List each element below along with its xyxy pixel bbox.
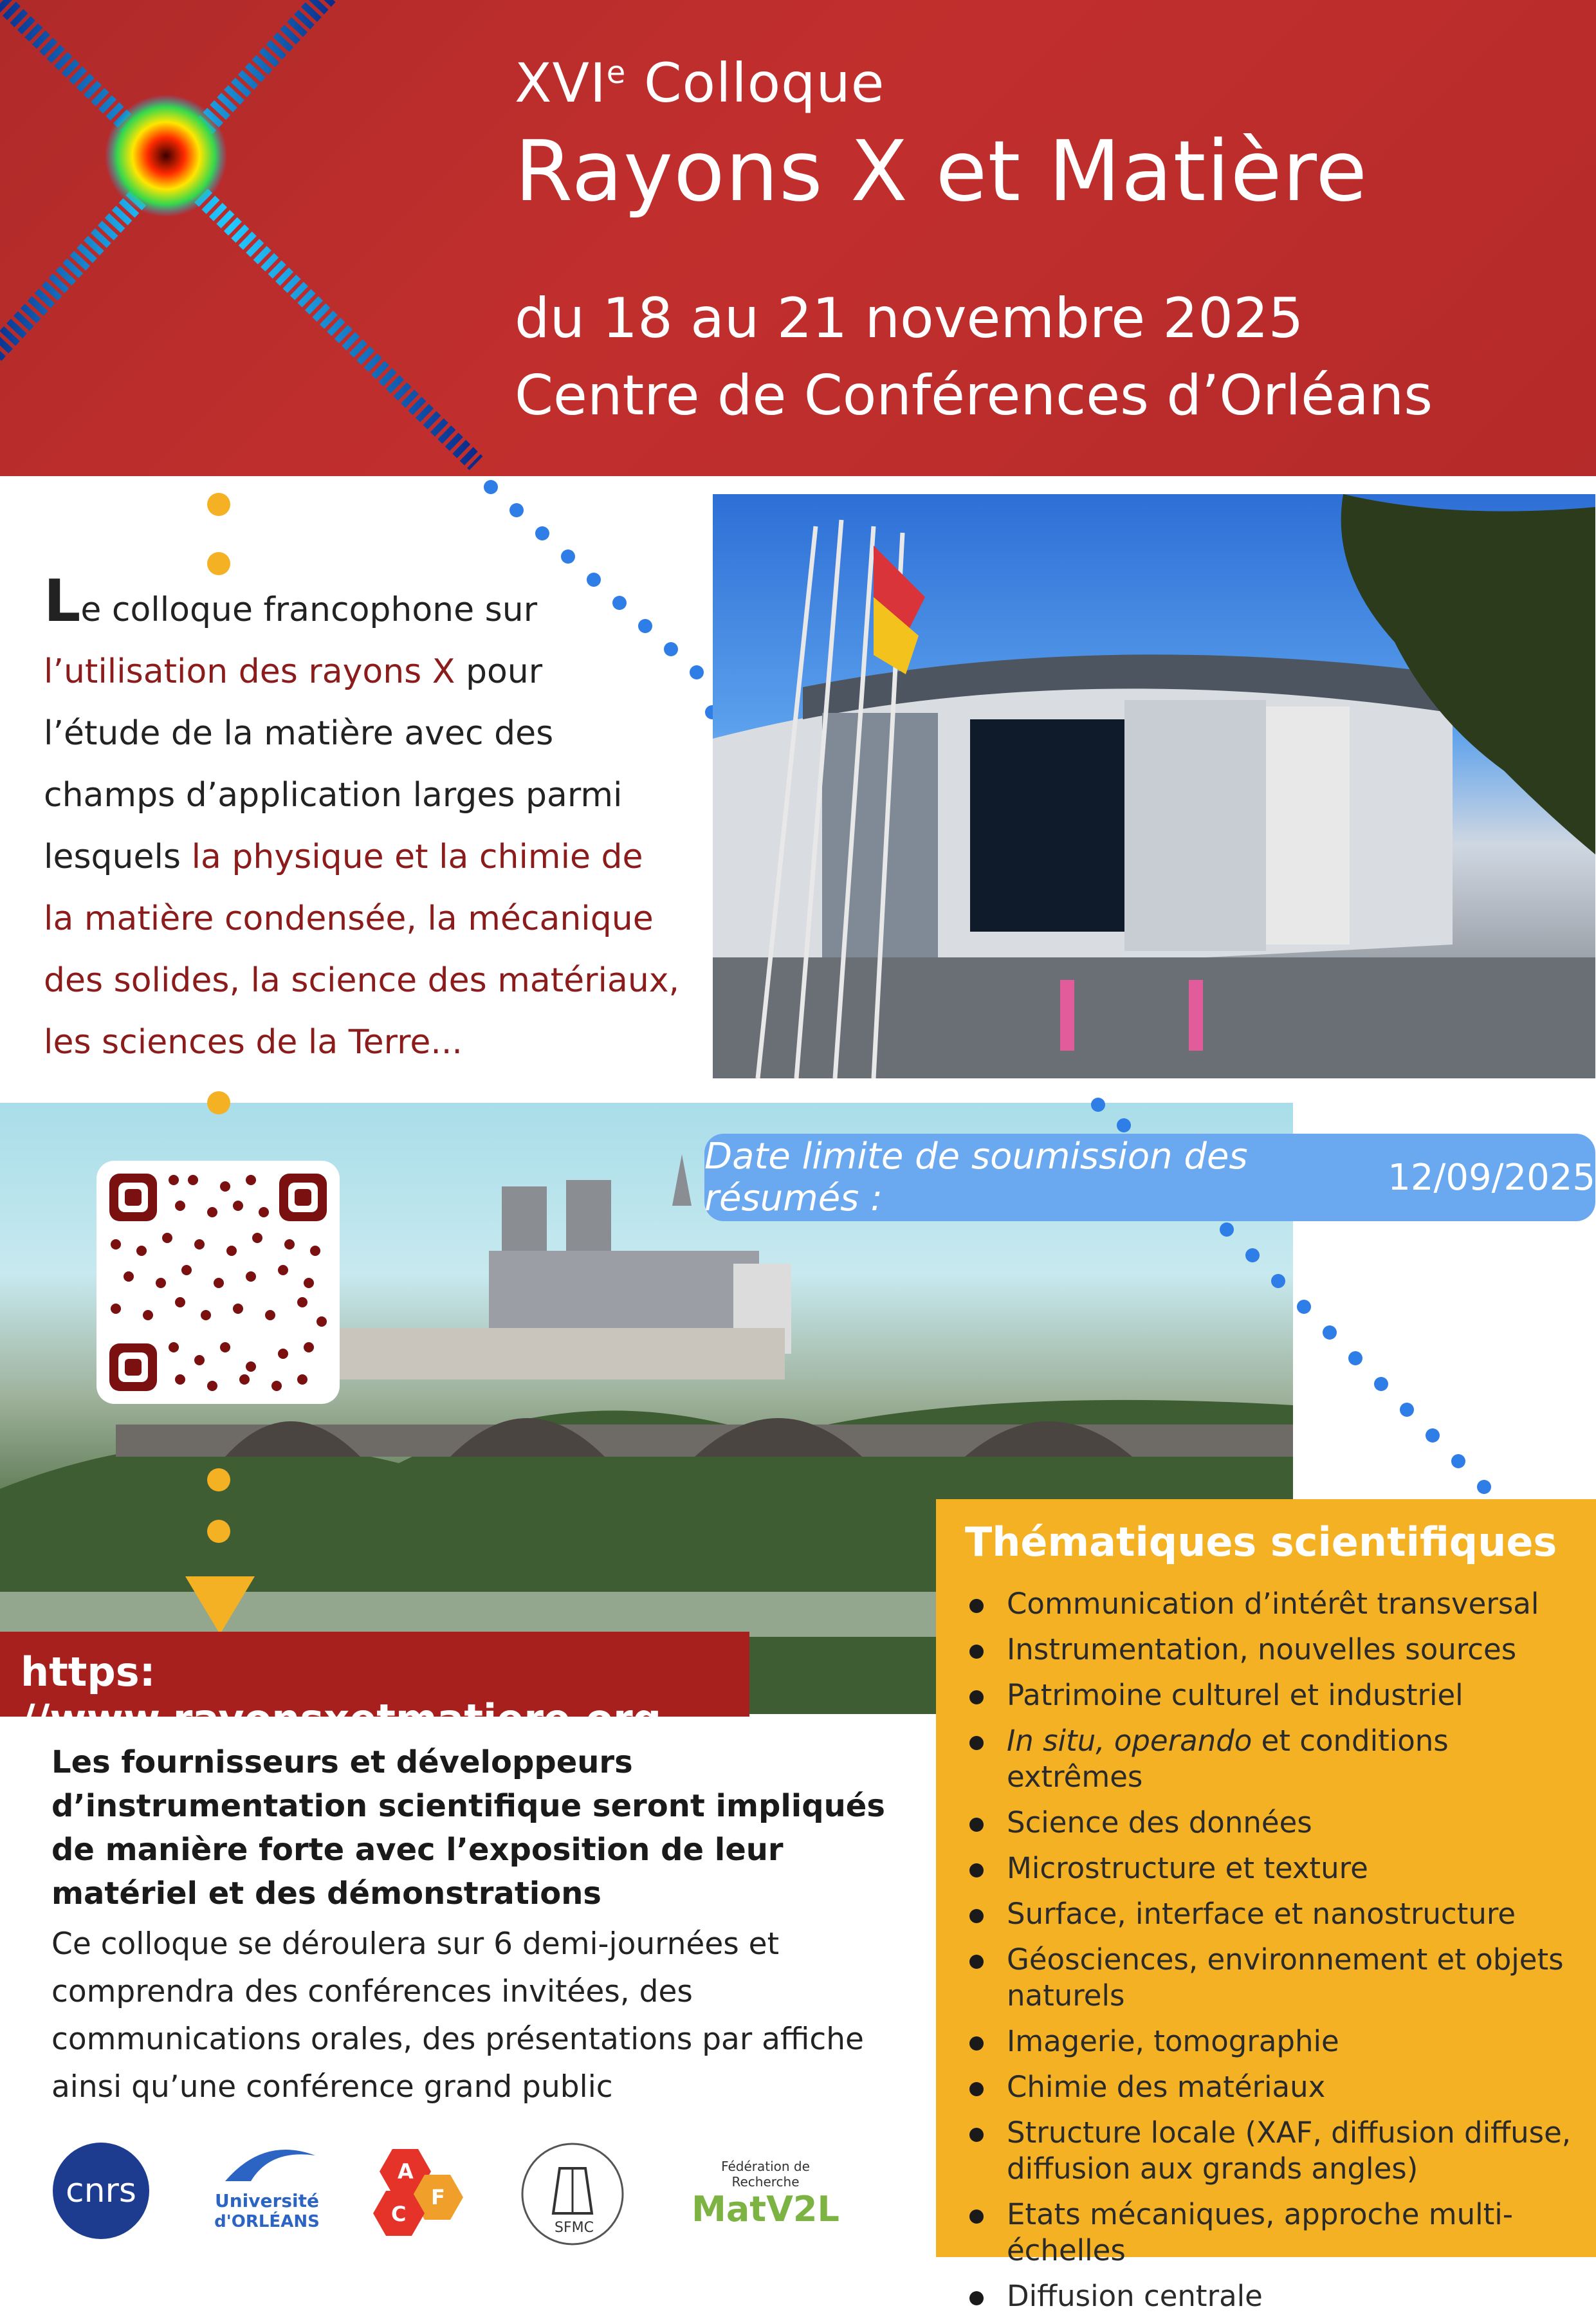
- intro-paragraph: [44, 567, 687, 1073]
- website-banner: [0, 1632, 749, 1742]
- event-title: Rayons X et Matière: [515, 122, 1368, 220]
- univ-name-2: d'ORLÉANS: [214, 2212, 320, 2231]
- theme-item: Structure locale (XAF, diffusion diffuse, diffusion aux grands angles): [962, 2115, 1589, 2187]
- intro-line-1: e colloque francophone sur: [80, 591, 538, 629]
- theme-item: Patrimoine culturel et industriel: [962, 1677, 1589, 1713]
- website-link[interactable]: https: //www.rayonsxetmatiere.org: [21, 1648, 662, 1742]
- event-dates: du 18 au 21 novembre 2025: [515, 286, 1304, 351]
- universite-orleans-logo: [212, 2143, 322, 2239]
- swoosh-icon: [212, 2143, 322, 2188]
- intro-line-2-end: pour: [455, 652, 543, 691]
- theme-item: Science des données: [962, 1805, 1589, 1841]
- intro-highlight-2d: les sciences de la Terre...: [44, 1023, 463, 1062]
- xray-diffraction-pattern-image: [0, 0, 489, 476]
- program-description: Ce colloque se déroulera sur 6 demi-journées et comprendra des conférences invitées, des communications orales, des présentations par affiche ainsi qu’une conférence grand public: [51, 1926, 864, 2105]
- matv2l-text: MatV2L: [692, 2189, 839, 2229]
- edition-number: XVI: [515, 51, 607, 115]
- matv2l-logo: [692, 2159, 839, 2236]
- qr-code[interactable]: [96, 1161, 340, 1404]
- afc-letter-a: A: [398, 2159, 414, 2184]
- intro-highlight-2b: la matière condensée, la mécanique: [44, 899, 654, 938]
- themes-panel: [936, 1499, 1596, 2313]
- theme-item: Chimie des matériaux: [962, 2069, 1589, 2105]
- cnrs-logo-text: cnrs: [65, 2172, 137, 2210]
- theme-item: Communication d’intérêt transversal: [962, 1586, 1589, 1622]
- federation-label: Fédération de Recherche: [721, 2159, 810, 2190]
- down-arrow-icon: [185, 1576, 255, 1634]
- drop-cap: L: [44, 567, 81, 635]
- intro-highlight-2a: la physique et la chimie de: [191, 838, 643, 876]
- cnrs-logo: [53, 2143, 149, 2239]
- sfmc-text: SFMC: [555, 2220, 594, 2236]
- theme-item: Imagerie, tomographie: [962, 2024, 1589, 2060]
- edition-superscript: e: [606, 55, 627, 91]
- afc-letter-c: C: [391, 2202, 407, 2226]
- theme-item: Surface, interface et nanostructure: [962, 1896, 1589, 1932]
- theme-item: Instrumentation, nouvelles sources: [962, 1632, 1589, 1668]
- deadline-banner: [704, 1134, 1595, 1221]
- intro-line-5-start: lesquels: [44, 838, 192, 876]
- event-venue: Centre de Conférences d’Orléans: [515, 364, 1433, 428]
- intro-line-4: champs d’application larges parmi: [44, 776, 623, 815]
- theme-item: Microstructure et texture: [962, 1850, 1589, 1886]
- intro-highlight-1: l’utilisation des rayons X: [44, 652, 455, 691]
- conference-center-photo: [713, 494, 1595, 1078]
- univ-name-1: Université: [215, 2190, 319, 2211]
- sfmc-logo: [515, 2143, 630, 2252]
- theme-item: Etats mécaniques, approche multi-échelles: [962, 2197, 1589, 2269]
- themes-list: [962, 1586, 1589, 2324]
- afc-letter-f: F: [431, 2185, 445, 2209]
- deadline-date: 12/09/2025: [1388, 1156, 1595, 1199]
- edition-line: [515, 51, 885, 115]
- theme-item: Géosciences, environnement et objets naturels: [962, 1942, 1589, 2014]
- header-banner: [0, 0, 1596, 476]
- afc-hexagons-icon: [360, 2143, 476, 2239]
- colloque-label: Colloque: [644, 51, 885, 115]
- theme-item: Diffusion centrale: [962, 2278, 1589, 2314]
- themes-title: Thématiques scientifiques: [965, 1518, 1557, 1565]
- afc-logo: [360, 2143, 476, 2239]
- sponsors-paragraph: Les fournisseurs et développeurs d’instrumentation scientifique seront impliqués de manière forte avec l’exposition de leur matériel et des démonstrations: [51, 1744, 885, 1912]
- intro-line-3: l’étude de la matière avec des: [44, 714, 554, 753]
- intro-highlight-2c: des solides, la science des matériaux,: [44, 961, 680, 1000]
- deadline-label: Date limite de soumission des résumés :: [704, 1136, 1248, 1219]
- qr-code-icon: [96, 1161, 340, 1404]
- building-illustration: [713, 494, 1595, 1078]
- theme-item: In situ, operando et conditions extrêmes: [962, 1723, 1589, 1795]
